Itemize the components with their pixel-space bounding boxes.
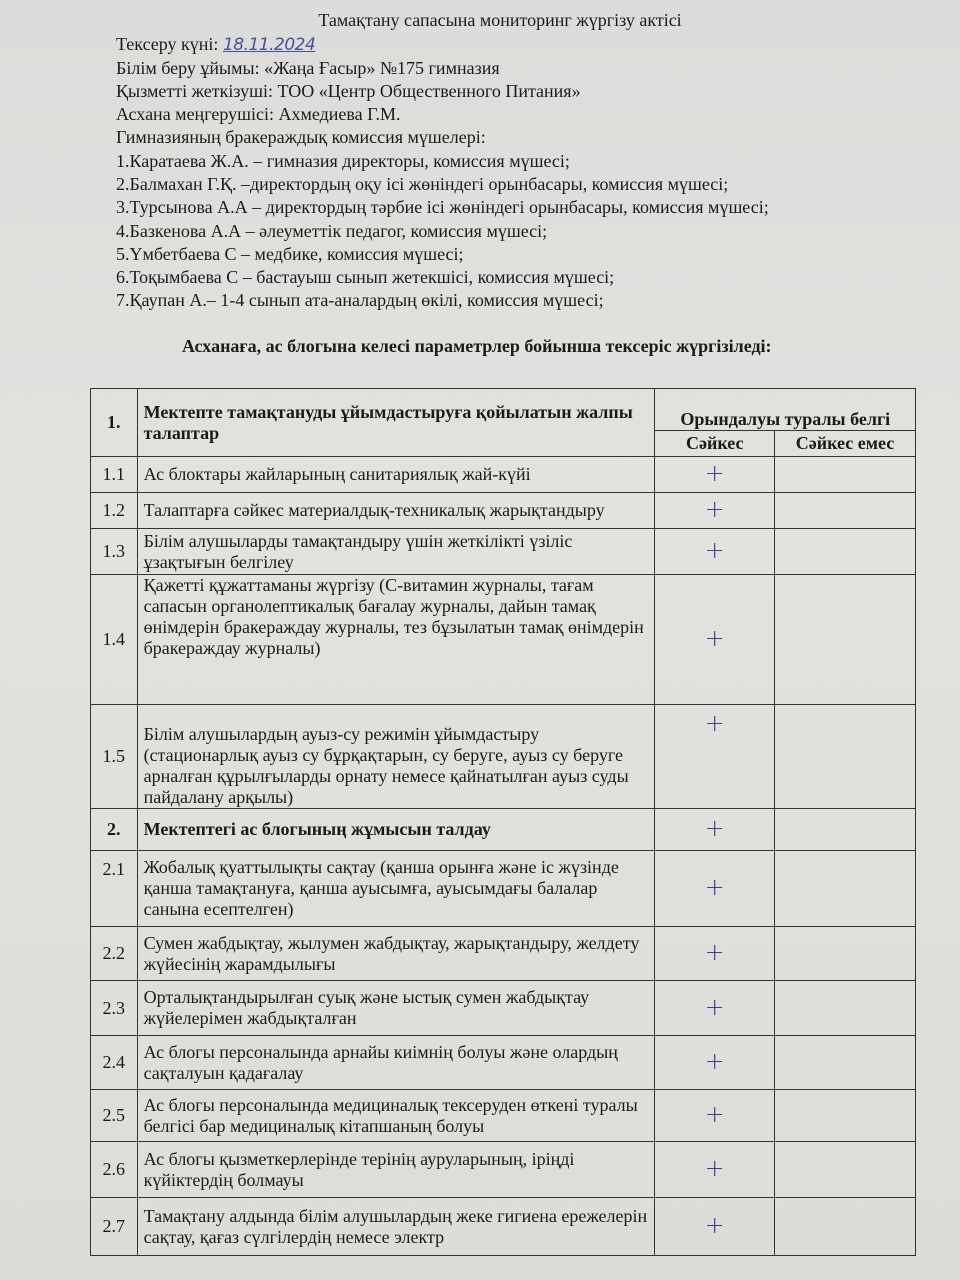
canteen-manager-label: Асхана меңгерушісі: bbox=[116, 104, 274, 124]
row-requirement: Тамақтану алдында білім алушылардың жеке гигиена ережелерін сақтау, қағаз сүлгілердің немесе электр bbox=[137, 1198, 655, 1256]
compliant-checkmark[interactable]: + bbox=[704, 992, 725, 1021]
row-number: 2.4 bbox=[91, 1036, 138, 1090]
table-row bbox=[91, 927, 916, 981]
row-requirement: Орталықтандырылған суық және ыстық сумен жабдықтау жүйелерімен жабдықталған bbox=[137, 981, 655, 1036]
compliant-checkmark[interactable]: + bbox=[704, 1211, 725, 1239]
inspection-heading: Асханаға, ас блогына келесі параметрлер бойынша тексеріс жүргізіледі: bbox=[182, 336, 772, 356]
noncompliant-cell[interactable] bbox=[774, 1198, 915, 1256]
section-2-row bbox=[91, 809, 916, 851]
noncompliant-cell[interactable] bbox=[774, 1142, 915, 1198]
table-row bbox=[91, 981, 916, 1036]
compliant-checkmark[interactable]: + bbox=[704, 495, 725, 523]
row-requirement: Ас блогы персоналында арнайы киімнің болуы және олардың сақталуын қадағалау bbox=[137, 1036, 655, 1090]
noncompliant-cell[interactable] bbox=[774, 529, 915, 575]
col-header-compliant: Сәйкес bbox=[655, 431, 775, 457]
compliant-checkmark[interactable]: + bbox=[704, 873, 725, 901]
row-number: 1.1 bbox=[91, 457, 138, 493]
row-number: 1.3 bbox=[91, 529, 138, 575]
compliant-checkmark[interactable]: + bbox=[704, 1047, 725, 1075]
commission-heading: Гимназияның бракераждық комиссия мүшелері: bbox=[116, 127, 486, 147]
compliant-checkmark[interactable]: + bbox=[704, 1154, 725, 1182]
row-requirement: Сумен жабдықтау, жылумен жабдықтау, жарықтандыру, желдету жүйесінің жарамдылығы bbox=[137, 927, 655, 981]
commission-member: 3.Турсынова А.А – директордың тәрбие ісі жөніндегі орынбасары, комиссия мүшесі; bbox=[116, 197, 769, 218]
supplier-value: ТОО «Центр Общественного Питания» bbox=[277, 81, 581, 101]
table-row bbox=[91, 457, 916, 493]
table-row bbox=[91, 705, 916, 809]
organization-line bbox=[116, 57, 500, 80]
table-row bbox=[91, 1090, 916, 1142]
supplier-line bbox=[116, 80, 581, 103]
noncompliant-cell[interactable] bbox=[774, 457, 915, 493]
row-requirement: Ас блогы персоналында медициналық тексеруден өткені туралы белгісі бар медициналық кітапшаның болуы bbox=[137, 1090, 655, 1142]
noncompliant-cell[interactable] bbox=[774, 809, 915, 851]
row-number: 2.7 bbox=[91, 1198, 138, 1256]
table-row bbox=[91, 529, 916, 575]
commission-member: 4.Базкенова А.А – әлеуметтік педагог, комиссия мүшесі; bbox=[116, 220, 548, 241]
section-2-title: Мектептегі ас блогының жұмысын талдау bbox=[137, 809, 655, 851]
row-number: 2.2 bbox=[91, 927, 138, 981]
row-requirement: Ас блогы қызметкерлерінде терінің ауруларының, іріңді күйіктердің болмауы bbox=[137, 1142, 655, 1198]
table-row bbox=[91, 1036, 916, 1090]
section-2-number: 2. bbox=[91, 809, 138, 851]
table-row bbox=[91, 1142, 916, 1198]
organization-label: Білім беру ұйымы: bbox=[116, 58, 260, 78]
compliant-checkmark[interactable]: + bbox=[704, 938, 725, 966]
row-requirement: Білім алушылардың ауыз-су режимін ұйымдастыру (стационарлық ауыз су бұрқақтарын, су беруге, ауыз су беруге арналған құрылғыларды орнату немесе қайнатылған ауыз суды пайдалану арқылы) bbox=[137, 705, 655, 809]
row-number: 1.5 bbox=[91, 705, 138, 809]
table-row bbox=[91, 851, 916, 927]
inspection-table bbox=[90, 388, 916, 1256]
commission-member: 2.Балмахан Г.Қ. –директордың оқу ісі жөніндегі орынбасары, комиссия мүшесі; bbox=[116, 174, 729, 195]
compliant-checkmark[interactable]: + bbox=[704, 624, 725, 652]
compliant-checkmark[interactable]: + bbox=[704, 1100, 725, 1128]
canteen-manager-line bbox=[116, 103, 401, 126]
mark-header: Орындалуы туралы белгі bbox=[655, 389, 916, 431]
noncompliant-cell[interactable] bbox=[774, 981, 915, 1036]
row-number: 1.2 bbox=[91, 493, 138, 529]
inspection-date-line bbox=[116, 33, 315, 57]
row-number: 1.4 bbox=[91, 575, 138, 705]
commission-member: 1.Каратаева Ж.А. – гимназия директоры, комиссия мүшесі; bbox=[116, 151, 570, 171]
section-1-title: Мектепте тамақтануды ұйымдастыруға қойылатын жалпы талаптар bbox=[137, 389, 655, 457]
noncompliant-cell[interactable] bbox=[774, 927, 915, 981]
commission-members-list bbox=[116, 150, 769, 312]
noncompliant-cell[interactable] bbox=[774, 493, 915, 529]
noncompliant-cell[interactable] bbox=[774, 575, 915, 705]
row-requirement: Білім алушыларды тамақтандыру үшін жеткілікті үзіліс ұзақтығын белгілеу bbox=[137, 529, 655, 575]
inspection-date-label: Тексеру күні: bbox=[116, 34, 219, 54]
table-row bbox=[91, 493, 916, 529]
supplier-label: Қызметті жеткізуші: bbox=[116, 81, 273, 101]
table-row bbox=[91, 1198, 916, 1256]
row-number: 2.3 bbox=[91, 981, 138, 1036]
section-1-number: 1. bbox=[91, 389, 138, 457]
inspection-date-value: 18.11.2024 bbox=[222, 35, 316, 55]
table-header-row bbox=[91, 389, 916, 431]
row-requirement: Қажетті құжаттаманы жүргізу (С-витамин журналы, тағам сапасын органолептикалық бағалау журналы, дайын тамақ өнімдерін бракераждау журналы, тез бұзылатын тамақ өнімдерін бракераждау журналы) bbox=[137, 575, 655, 705]
compliant-checkmark[interactable]: + bbox=[704, 536, 725, 564]
compliant-checkmark[interactable]: + bbox=[704, 814, 725, 842]
commission-member: 5.Үмбетбаева С – медбике, комиссия мүшесі; bbox=[116, 243, 464, 264]
noncompliant-cell[interactable] bbox=[774, 851, 915, 927]
row-requirement: Жобалық қуаттылықты сақтау (қанша орынға және іс жүзінде қанша тамақтануға, қанша ауысымға, ауысымдағы балалар санына есептелген) bbox=[137, 851, 655, 927]
compliant-checkmark[interactable]: + bbox=[704, 459, 725, 487]
row-requirement: Ас блоктары жайларының санитариялық жай-күйі bbox=[137, 457, 655, 493]
row-number: 2.5 bbox=[91, 1090, 138, 1142]
row-number: 2.6 bbox=[91, 1142, 138, 1198]
compliant-checkmark[interactable]: + bbox=[704, 709, 725, 737]
canteen-manager-value: Ахмедиева Г.М. bbox=[278, 104, 401, 124]
organization-value: «Жаңа Ғасыр» №175 гимназия bbox=[264, 58, 500, 78]
col-header-noncompliant: Сәйкес емес bbox=[774, 431, 915, 457]
noncompliant-cell[interactable] bbox=[774, 1090, 915, 1142]
noncompliant-cell[interactable] bbox=[774, 705, 915, 809]
row-requirement: Талаптарға сәйкес материалдық-техникалық жарықтандыру bbox=[137, 493, 655, 529]
table-row bbox=[91, 575, 916, 705]
commission-member: 7.Қаупан А.– 1-4 сынып ата-аналардың өкілі, комиссия мүшесі; bbox=[116, 290, 604, 311]
noncompliant-cell[interactable] bbox=[774, 1036, 915, 1090]
document-title: Тамақтану сапасына мониторинг жүргізу актісі bbox=[318, 10, 682, 30]
row-number: 2.1 bbox=[91, 851, 138, 927]
commission-member: 6.Тоқымбаева С – бастауыш сынып жетекшісі, комиссия мүшесі; bbox=[116, 267, 615, 288]
